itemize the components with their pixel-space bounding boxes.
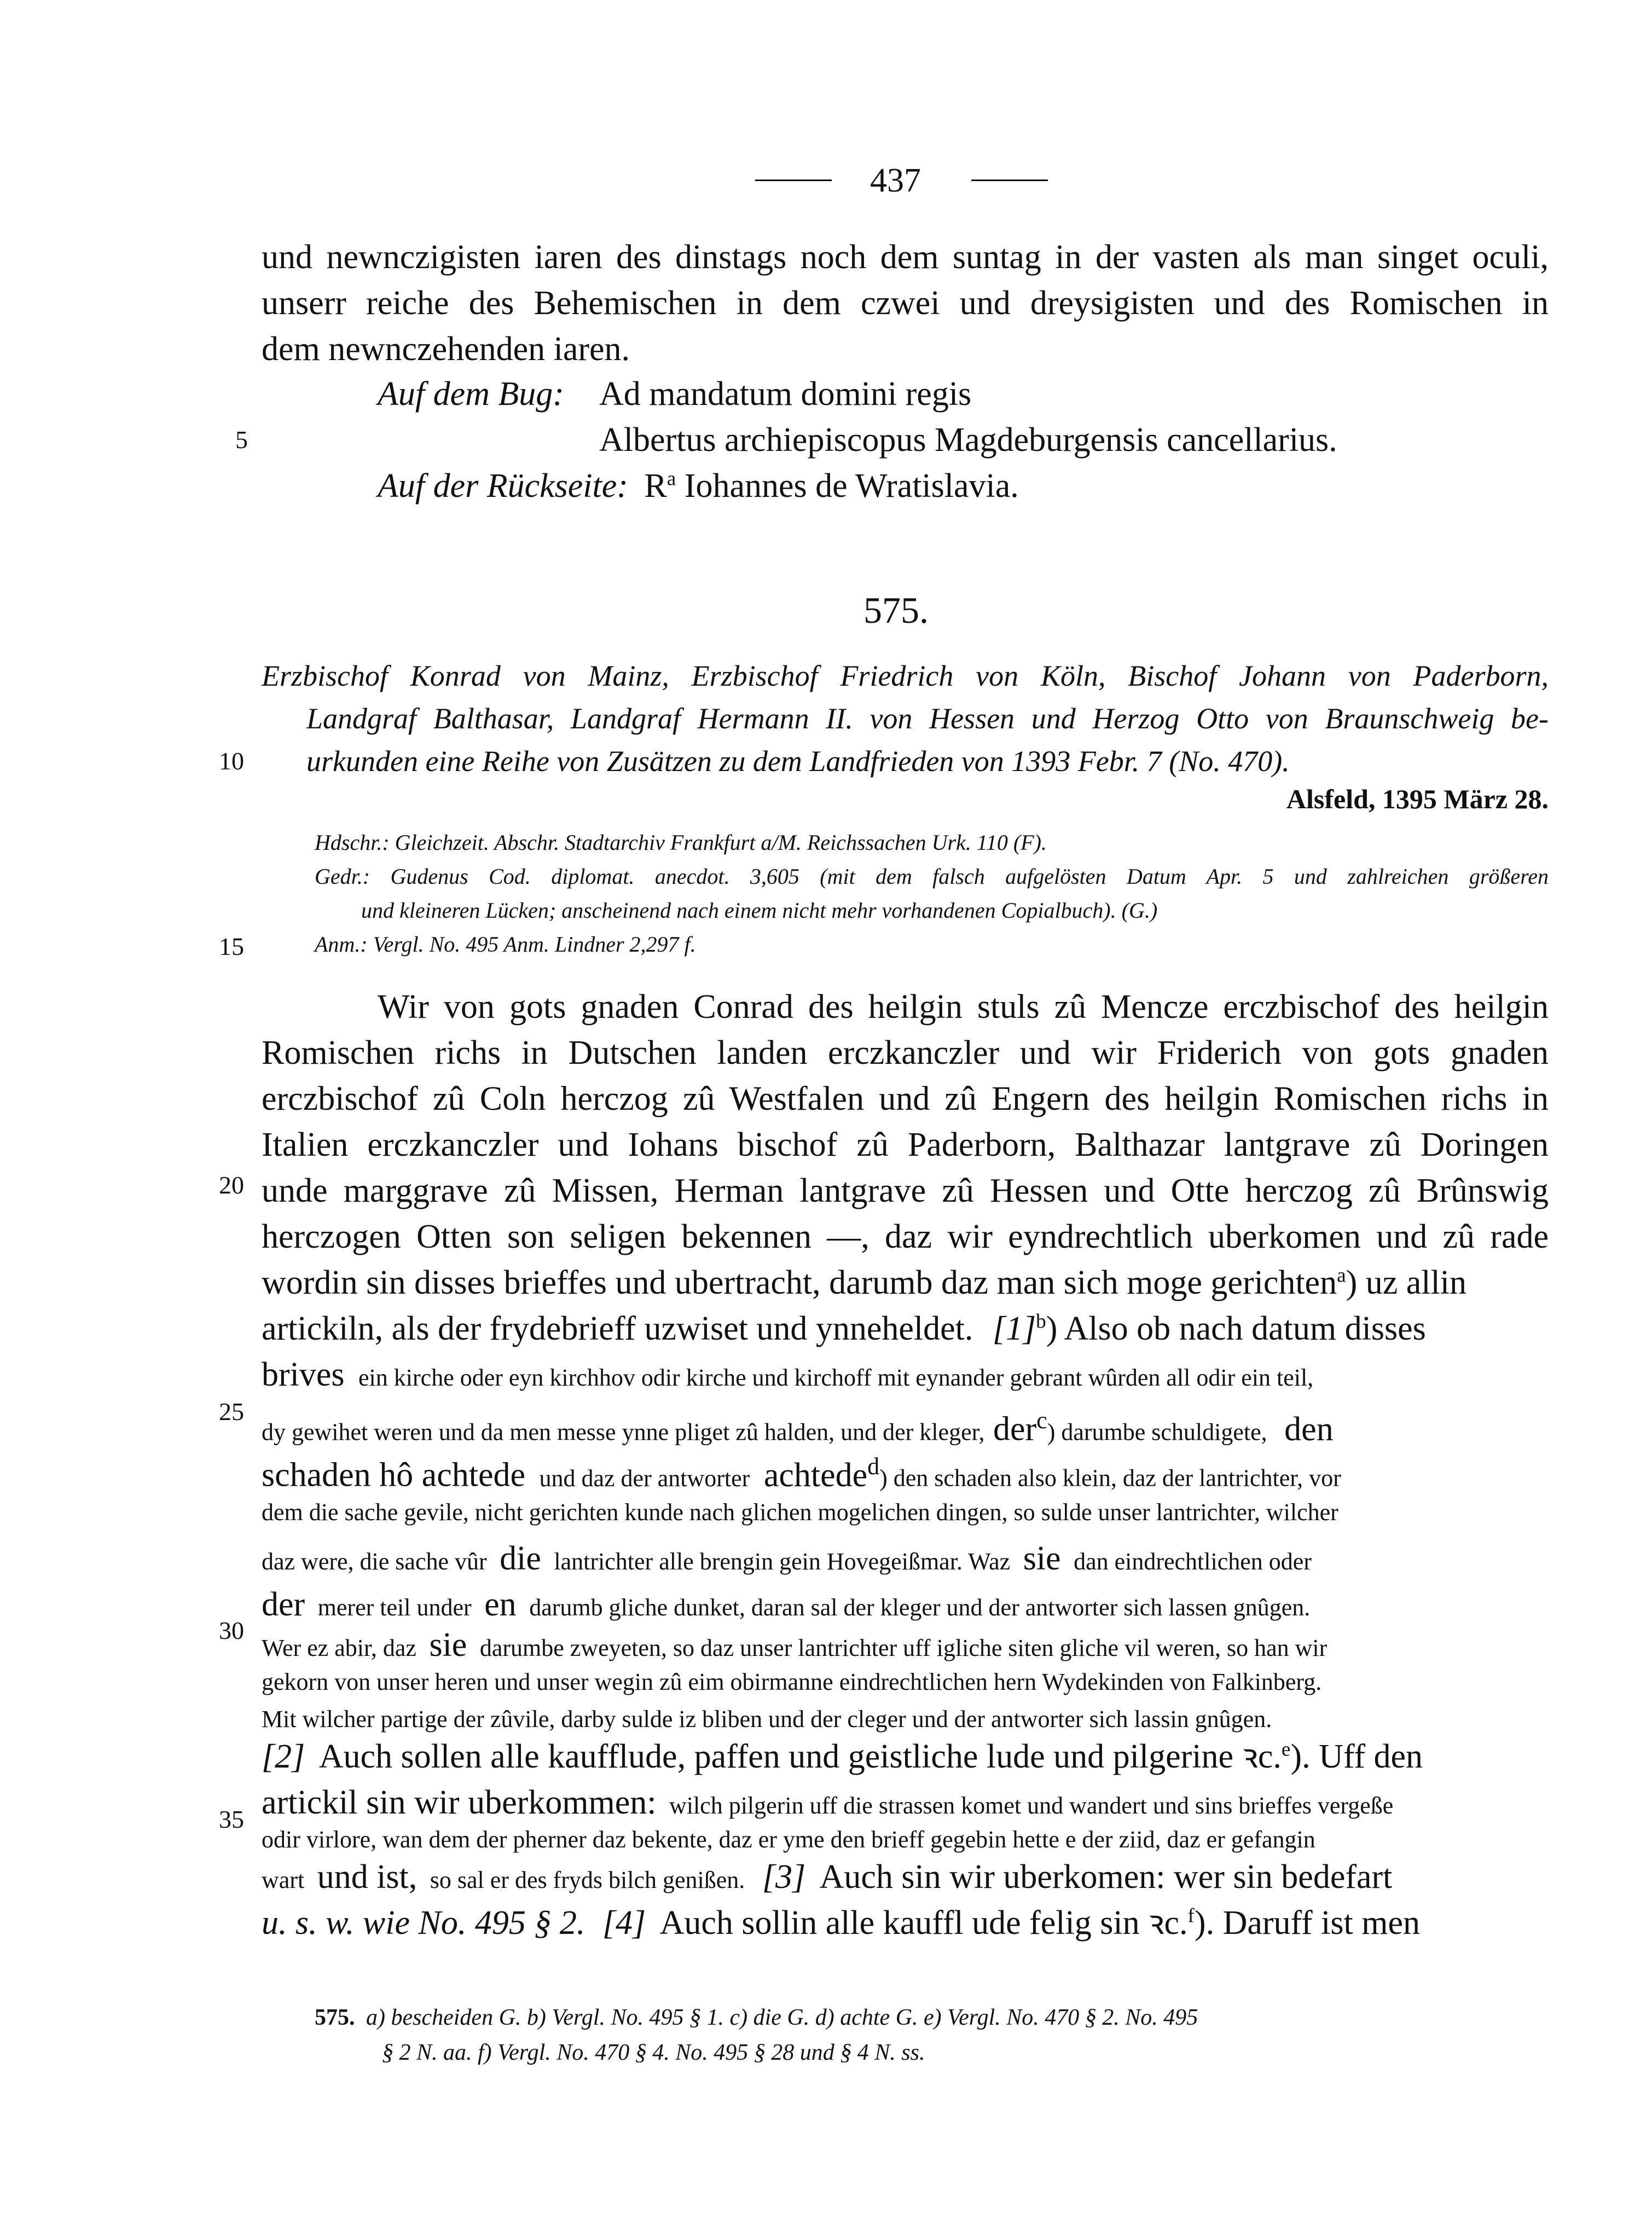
rueckseite-r: R	[644, 467, 667, 505]
place-date: Alsfeld, 1395 März 28.	[1286, 784, 1549, 814]
body-line	[262, 1307, 1549, 1351]
body-line: odir virlore, wan dem der pherner daz bekente, daz er yme den brieff gegebin hette e der ziid, daz er gefangin	[262, 1826, 1315, 1853]
line-number: 15	[219, 932, 244, 960]
body-text: Auch sollin alle kauffl ude felig sin	[659, 1904, 1149, 1942]
body-text: ) Also ob nach datum disses	[1046, 1310, 1426, 1347]
rueckseite-label: Auf der Rückseite:	[378, 467, 628, 505]
footnote-text: a) bescheiden G. b) Vergl. No. 495 § 1. c) die G. d) achte G. e) Vergl. No. 470 § 2. No. 495	[366, 2005, 1198, 2030]
body-line	[262, 1537, 1312, 1584]
source-line: Gedr.: Gudenus Cod. diplomat. anecdot. 3,605 (mit dem falsch aufgelösten Datum Apr. 5 und zahlreichen größeren	[315, 864, 1549, 889]
line-number: 30	[219, 1616, 244, 1644]
body-line: erczbischof zû Coln herczog zû Westfalen und zû Engern des heilgin Romischen richs in	[262, 1080, 1549, 1117]
body-text: den	[1284, 1410, 1334, 1448]
header-rule-left	[755, 179, 832, 181]
page-number: 437	[870, 162, 921, 199]
footnote-ref: e	[1281, 1738, 1291, 1761]
source-line: Anm.: Vergl. No. 495 Anm. Lindner 2,297 f.	[315, 932, 696, 957]
regest-line: urkunden eine Reihe von Zusätzen zu dem Landfrieden von 1393 Febr. 7 (No. 470).	[306, 745, 1290, 778]
body-line	[262, 1353, 1313, 1400]
rueckseite-text: Iohannes de Wratislavia.	[684, 467, 1019, 505]
footnote-ref: b	[1036, 1310, 1046, 1333]
source-line: und kleineren Lücken; anscheinend nach einem nicht mehr vorhandenen Copialbuch). (G.)	[361, 898, 1158, 923]
body-text: ) uz allin	[1346, 1264, 1466, 1301]
body-line	[262, 1735, 1423, 1778]
body-text-small: wilch pilgerin uff die strassen komet und wandert und sins brieffes vergeße	[669, 1792, 1394, 1819]
body-text-small: darumb gliche dunket, daran sal der kleger und der antworter sich lassen gnûgen.	[529, 1594, 1311, 1621]
body-text: der	[262, 1586, 305, 1623]
rueckseite-sup: a	[666, 467, 676, 490]
body-text-small: ) den schaden also klein, daz der lantrichter, vor	[879, 1464, 1341, 1492]
body-text: Auch sin wir uberkomen: wer sin bedefart	[819, 1858, 1393, 1896]
body-text: ꝛc.	[1148, 1904, 1188, 1942]
body-text: Auch sollen alle kaufflude, paffen und geistliche lude und pilgerine	[318, 1738, 1242, 1775]
source-line: Hdschr.: Gleichzeit. Abschr. Stadtarchiv Frankfurt a/M. Reichssachen Urk. 110 (F).	[315, 830, 1047, 855]
body-text-small: dy gewihet weren und da men messe ynne pliget zû halden, und der kleger,	[262, 1418, 985, 1446]
body-text: ꝛc.	[1242, 1738, 1282, 1775]
body-text: und ist,	[317, 1858, 418, 1896]
body-text: der	[993, 1410, 1037, 1448]
body-line	[262, 1855, 1392, 1902]
body-text-small: ) darumbe schuldigete,	[1047, 1418, 1267, 1446]
footnote-ref: d	[867, 1453, 880, 1480]
text-line: dem newnczehenden iaren.	[262, 331, 630, 368]
body-text-small: wart	[262, 1867, 305, 1893]
body-text: die	[500, 1540, 541, 1577]
body-text: wordin sin disses brieffes und ubertracht, darumb daz man sich moge gerichten	[262, 1264, 1337, 1301]
body-text: sie	[429, 1626, 467, 1664]
footnote-ref: a	[1337, 1264, 1346, 1287]
body-line: herczogen Otten son seligen bekennen —, daz wir eyndrechtlich uberkomen und zû rade	[262, 1218, 1549, 1255]
section-marker: [3]	[762, 1858, 806, 1896]
body-text-small: so sal er des fryds bilch genißen.	[430, 1867, 745, 1893]
line-number: 20	[219, 1171, 244, 1199]
body-text: ). Daruff ist men	[1194, 1904, 1421, 1942]
body-text: schaden hô achtede	[262, 1456, 525, 1494]
document-number: 575.	[863, 589, 929, 631]
body-text-small: dan eindrechtlichen oder	[1074, 1548, 1312, 1575]
footnote-line: § 2 N. aa. f) Vergl. No. 470 § 4. No. 495 § 28 und § 4 N. ss.	[382, 2040, 925, 2065]
bug-label: Auf dem Bug:	[378, 375, 564, 413]
body-text-small: lantrichter alle brengin gein Hovegeißmar. Waz	[554, 1548, 1011, 1575]
body-text: sie	[1023, 1540, 1061, 1577]
body-text-small: Wer ez abir, daz	[262, 1635, 416, 1661]
line-number: 35	[219, 1805, 244, 1833]
body-text: achtede	[763, 1456, 868, 1494]
body-text: artickil sin wir uberkommen:	[262, 1784, 657, 1821]
body-text-small: und daz der antworter	[539, 1464, 750, 1492]
body-line: Romischen richs in Dutschen landen erczkanczler und wir Friderich von gots gnaden	[262, 1034, 1549, 1071]
footnote-doc-number: 575.	[315, 2005, 355, 2030]
body-line	[262, 1261, 1549, 1305]
body-line: gekorn von unser heren und unser wegin zû eim obirmanne eindrechtlichen hern Wydekinden von Falkinberg.	[262, 1668, 1322, 1695]
line-number: 10	[219, 747, 244, 775]
line-number: 5	[235, 426, 248, 454]
cross-reference: u. s. w. wie No. 495 § 2.	[262, 1904, 586, 1942]
body-text-small: merer teil under	[317, 1594, 472, 1621]
body-line	[262, 1901, 1420, 1945]
line-number: 25	[219, 1398, 244, 1426]
text-line: unserr reiche des Behemischen in dem czwei und dreysigisten und des Romischen in	[262, 285, 1549, 322]
section-marker: [2]	[262, 1738, 305, 1775]
body-text: ). Uff den	[1290, 1738, 1423, 1775]
body-line: Wir von gots gnaden Conrad des heilgin stuls zû Mencze erczbischof des heilgin	[378, 988, 1549, 1025]
section-marker: [1]	[992, 1310, 1036, 1347]
regest-line: Landgraf Balthasar, Landgraf Hermann II. von Hessen und Herzog Otto von Braunschweig be-	[306, 702, 1549, 735]
section-marker: [4]	[602, 1904, 646, 1942]
header-rule-right	[971, 179, 1048, 181]
body-text: brives	[262, 1356, 345, 1393]
body-line: Italien erczkanczler und Iohans bischof zû Paderborn, Balthazar lantgrave zû Doringen	[262, 1126, 1549, 1163]
footnote-ref: f	[1187, 1904, 1195, 1927]
text-line: und newnczigisten iaren des dinstags noch dem suntag in der vasten als man singet oculi,	[262, 239, 1549, 276]
body-text: en	[484, 1586, 517, 1623]
body-text-small: ein kirche oder eyn kirchhov odir kirche und kirchoff mit eynander gebrant wûrden all odir ein teil,	[358, 1364, 1314, 1391]
footnote-ref: c	[1036, 1407, 1047, 1434]
rueckseite-line	[378, 464, 1019, 508]
bug-text: Ad mandatum domini regis	[599, 375, 972, 413]
regest-line: Erzbischof Konrad von Mainz, Erzbischof Friedrich von Köln, Bischof Johann von Paderborn,	[262, 659, 1549, 692]
body-text-small: daz were, die sache vûr	[262, 1548, 487, 1575]
body-text-small: darumbe zweyeten, so daz unser lantrichter uff igliche siten gliche vil weren, so han wir	[479, 1635, 1328, 1661]
body-line: unde marggrave zû Missen, Herman lantgrave zû Hessen und Otte herczog zû Brûnswig	[262, 1172, 1549, 1209]
footnote-line	[315, 2000, 1198, 2035]
bug-text: Albertus archiepiscopus Magdeburgensis cancellarius.	[599, 421, 1337, 459]
body-line: dem die sache gevile, nicht gerichten kunde nach glichen mogelichen dingen, so sulde unser lantrichter, wilcher	[262, 1499, 1338, 1526]
body-line: Mit wilcher partige der zûvile, darby sulde iz bliben und der cleger und der antworter sich lassin gnûgen.	[262, 1706, 1272, 1733]
body-text: artickiln, als der frydebrieff uzwiset und ynneheldet.	[262, 1310, 973, 1347]
